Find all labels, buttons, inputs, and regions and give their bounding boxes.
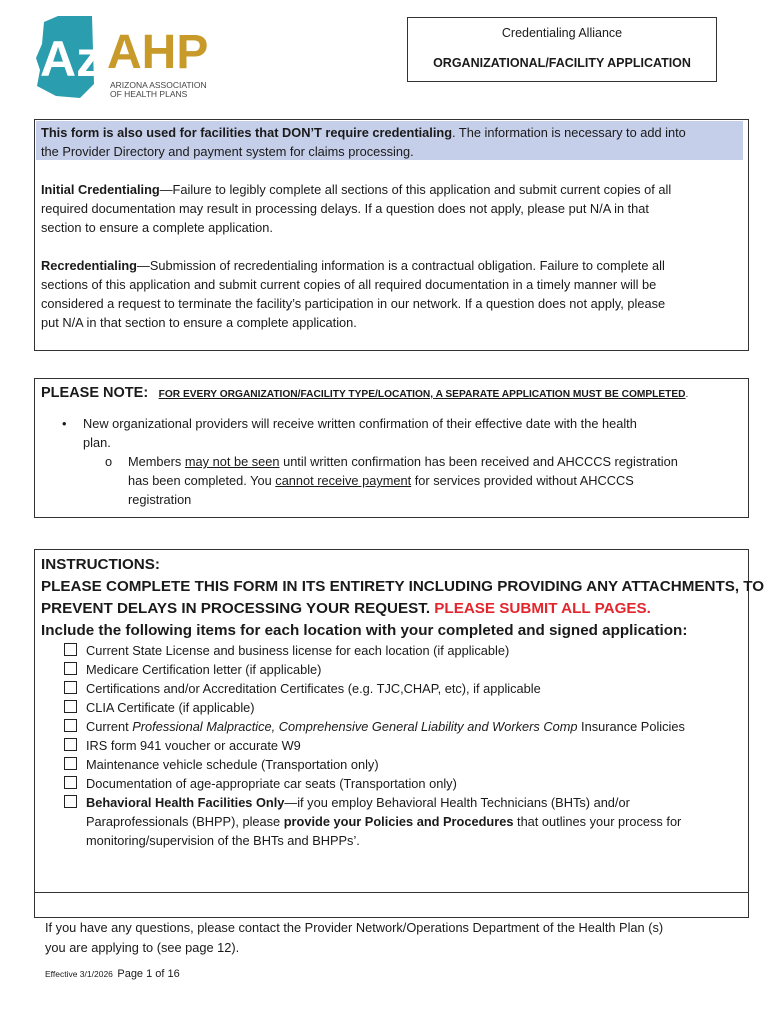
note-label: PLEASE NOTE:	[41, 385, 149, 401]
header-title: ORGANIZATIONAL/FACILITY APPLICATION	[433, 56, 691, 70]
sub-bullet-o: o	[105, 454, 113, 469]
instructions-line3: Include the following items for each location with your completed and signed application:	[41, 622, 688, 639]
bh2-bold: provide your Policies and Procedures	[283, 814, 514, 829]
item5-pre: Current	[86, 719, 133, 734]
svg-text:OF HEALTH PLANS: OF HEALTH PLANS	[110, 89, 188, 99]
initial-line1	[41, 180, 671, 199]
sub-pre: Members	[128, 454, 185, 469]
azahp-logo	[34, 14, 234, 104]
note-period: .	[685, 389, 689, 400]
checklist-item-6: IRS form 941 voucher or accurate W9	[86, 738, 301, 753]
initial-label: Initial Credentialing	[41, 182, 160, 197]
sub-underline-1: may not be seen	[184, 454, 280, 469]
recred-line4: put N/A in that section to ensure a complete application.	[41, 315, 357, 330]
checkbox-6[interactable]	[64, 738, 77, 751]
note-heading	[41, 384, 688, 402]
bh-label: Behavioral Health Facilities Only	[86, 795, 285, 810]
checklist-item-9	[86, 793, 630, 812]
initial-line3: section to ensure a complete application.	[41, 220, 273, 235]
intro-lead-line2: the Provider Directory and payment system for claims processing.	[41, 144, 414, 159]
intro-lead-rest: . The information is necessary to add into	[452, 125, 686, 140]
submit-all-pages: PLEASE SUBMIT ALL PAGES.	[434, 600, 651, 617]
checklist-item-2: Medicare Certification letter (if applicable)	[86, 662, 322, 677]
page-footer	[45, 964, 180, 982]
bh2-post: that outlines your process for	[513, 814, 682, 829]
recred-line2: sections of this application and submit current copies of all required documentation in a timely manner will be	[41, 277, 657, 292]
intro-lead-line1	[41, 123, 686, 142]
sub-bullet-line3: registration	[128, 492, 192, 507]
instructions-line2-text: PREVENT DELAYS IN PROCESSING YOUR REQUEST.	[41, 600, 435, 617]
sub-mid: until written confirmation has been received and AHCCCS registration	[279, 454, 678, 469]
header-org: Credentialing Alliance	[501, 26, 623, 40]
page-number: Page 1 of 16	[117, 968, 180, 980]
recred-text: —Submission of recredentialing information is a contractual obligation. Failure to complete all	[137, 258, 665, 273]
bullet-1b: plan.	[83, 435, 111, 450]
checkbox-3[interactable]	[64, 681, 77, 694]
initial-line2: required documentation may result in processing delays. If a question does not apply, please put N/A in that	[41, 201, 649, 216]
svg-text:ARIZONA ASSOCIATION: ARIZONA ASSOCIATION	[110, 80, 207, 90]
contact-line1: If you have any questions, please contact the Provider Network/Operations Department of the Health Plan (s)	[45, 920, 664, 935]
checkbox-4[interactable]	[64, 700, 77, 713]
checkbox-1[interactable]	[64, 643, 77, 656]
sub-bullet-line2	[128, 471, 634, 490]
arizona-map-icon	[34, 14, 234, 104]
bullet-dot: •	[62, 416, 67, 431]
sub-underline-2: cannot receive payment	[275, 473, 412, 488]
checklist-item-4: CLIA Certificate (if applicable)	[86, 700, 255, 715]
header-box	[407, 17, 717, 82]
sub-bullet-line1	[128, 452, 678, 471]
note-underlined: FOR EVERY ORGANIZATION/FACILITY TYPE/LOCATION, A SEPARATE APPLICATION MUST BE COMPLETED	[158, 389, 686, 400]
checkbox-7[interactable]	[64, 757, 77, 770]
svg-text:AHP: AHP	[107, 26, 209, 79]
item5-post: Insurance Policies	[577, 719, 685, 734]
checkbox-2[interactable]	[64, 662, 77, 675]
bh-line1: —if you employ Behavioral Health Technicians (BHTs) and/or	[284, 795, 630, 810]
instructions-line1: PLEASE COMPLETE THIS FORM IN ITS ENTIRETY INCLUDING PROVIDING ANY ATTACHMENTS, TO	[41, 578, 765, 595]
effective-date: Effective 3/1/2026	[45, 969, 113, 979]
checkbox-5[interactable]	[64, 719, 77, 732]
contact-line2: you are applying to (see page 12).	[45, 940, 240, 955]
svg-text:Az: Az	[40, 31, 102, 87]
recred-line1	[41, 256, 665, 275]
sub2-pre: has been completed. You	[128, 473, 276, 488]
checklist-item-7: Maintenance vehicle schedule (Transportation only)	[86, 757, 379, 772]
initial-text: —Failure to legibly complete all sections of this application and submit current copies of all	[159, 182, 672, 197]
sub2-post: for services provided without AHCCCS	[411, 473, 634, 488]
instructions-bottom-row	[34, 892, 749, 918]
checklist-item-1: Current State License and business license for each location (if applicable)	[86, 643, 510, 658]
note-box	[34, 378, 749, 518]
item5-italic: Professional Malpractice, Comprehensive General Liability and Workers Comp	[132, 719, 578, 734]
checklist-item-8: Documentation of age-appropriate car seats (Transportation only)	[86, 776, 457, 791]
checklist-item-3: Certifications and/or Accreditation Certificates (e.g. TJC,CHAP, etc), if applicable	[86, 681, 541, 696]
bh2-pre: Paraprofessionals (BHPP), please	[86, 814, 284, 829]
intro-box	[34, 119, 749, 351]
checkbox-8[interactable]	[64, 776, 77, 789]
instructions-box	[34, 549, 765, 893]
checklist-item-5	[86, 717, 685, 736]
instructions-heading: INSTRUCTIONS:	[41, 556, 160, 573]
checklist-item-9-line2	[86, 812, 681, 831]
checkbox-9[interactable]	[64, 795, 77, 808]
intro-bold-lead: This form is also used for facilities that DON’T require credentialing	[41, 125, 453, 140]
checklist-item-9-line3: monitoring/supervision of the BHTs and BHPPs’.	[86, 833, 360, 848]
bullet-1: New organizational providers will receive written confirmation of their effective date with the health	[83, 416, 637, 431]
instructions-line2	[41, 598, 651, 620]
recred-line3: considered a request to terminate the facility’s participation in our network. If a question does not apply, please	[41, 296, 666, 311]
recred-label: Recredentialing	[41, 258, 138, 273]
